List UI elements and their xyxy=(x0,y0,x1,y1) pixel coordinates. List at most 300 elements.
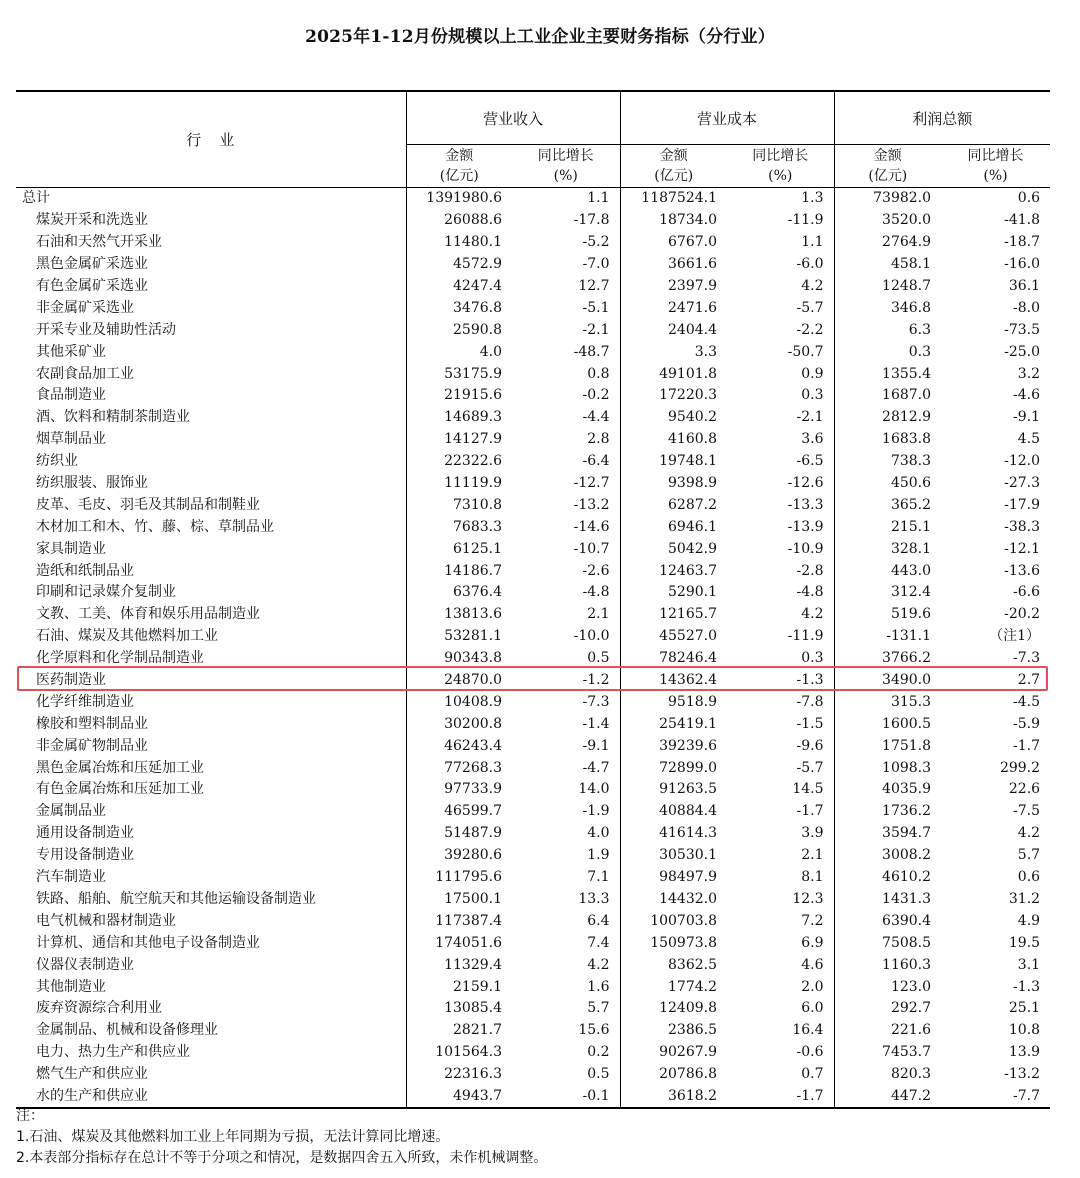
revenue-amount-cell: 13813.6 xyxy=(444,606,502,623)
industry-name: 计算机、通信和其他电子设备制造业 xyxy=(16,932,406,954)
revenue-growth-cell: -1.9 xyxy=(512,801,620,823)
revenue-amount-cell: 4943.7 xyxy=(406,1086,512,1109)
industry-name: 家具制造业 xyxy=(16,538,406,560)
cost-growth-cell: 2.1 xyxy=(727,845,834,867)
revenue-growth-cell: 13.3 xyxy=(512,889,620,911)
cost-growth-cell: -1.3 xyxy=(727,670,834,692)
cost-growth-cell: 0.7 xyxy=(727,1064,834,1086)
revenue-amount-cell: 3476.8 xyxy=(453,299,502,316)
industry-name: 烟草制品业 xyxy=(16,429,406,451)
revenue-growth-header: 同比增长 (%) xyxy=(512,145,620,188)
revenue-growth-cell: -4.4 xyxy=(512,407,620,429)
industry-column-header: 行业 xyxy=(16,91,406,188)
cost-growth-cell: -6.0 xyxy=(727,254,834,276)
revenue-growth-cell: -7.3 xyxy=(512,691,620,713)
revenue-growth-cell: -13.2 xyxy=(512,494,620,516)
profit-growth-cell: -41.8 xyxy=(1004,212,1041,229)
note-1: 1.石油、煤炭及其他燃料加工业上年同期为亏损，无法计算同比增速。 xyxy=(16,1129,450,1145)
revenue-growth-cell: -12.7 xyxy=(512,473,620,495)
cost-amount-cell: 18734.0 xyxy=(659,212,718,229)
industry-name: 石油、煤炭及其他燃料加工业 xyxy=(16,626,406,648)
profit-amount-cell: 2764.9 xyxy=(882,234,932,251)
cost-amount-header: 金额 (亿元) xyxy=(620,145,727,188)
profit-amount-cell: 315.3 xyxy=(890,693,932,710)
profit-amount-cell: 458.1 xyxy=(890,256,932,273)
table-row xyxy=(16,210,1050,232)
cost-growth-cell: -6.5 xyxy=(727,451,834,473)
industry-name: 铁路、船舶、航空航天和其他运输设备制造业 xyxy=(16,889,406,911)
revenue-growth-cell: 6.4 xyxy=(512,910,620,932)
table-row xyxy=(16,998,1050,1020)
revenue-amount-cell: 90343.8 xyxy=(444,650,502,667)
industry-name: 汽车制造业 xyxy=(16,867,406,889)
profit-growth-cell: 36.1 xyxy=(1008,278,1041,294)
table-row xyxy=(16,976,1050,998)
cost-growth-cell: 6.9 xyxy=(727,932,834,954)
table-row xyxy=(16,363,1050,385)
profit-amount-cell: 738.3 xyxy=(890,453,932,470)
cost-amount-cell: 4160.8 xyxy=(668,431,718,448)
table-row xyxy=(16,232,1050,254)
table-row xyxy=(16,845,1050,867)
profit-amount-cell: 820.3 xyxy=(890,1066,932,1083)
profit-amount-cell: 365.2 xyxy=(890,496,932,513)
profit-growth-cell: -8.0 xyxy=(1013,299,1041,316)
revenue-amount-cell: 2590.8 xyxy=(453,321,502,338)
profit-amount-cell: 4035.9 xyxy=(882,781,932,798)
table-row xyxy=(16,1086,1050,1109)
cost-amount-cell: 1187524.1 xyxy=(641,190,718,207)
industry-name: 其他制造业 xyxy=(16,976,406,998)
revenue-amount-cell: 7310.8 xyxy=(453,496,502,513)
table-row xyxy=(16,626,1050,648)
profit-amount-cell: 1600.5 xyxy=(882,715,932,732)
revenue-growth-cell: 0.2 xyxy=(512,1042,620,1064)
profit-growth-cell: -13.6 xyxy=(1004,562,1041,579)
cost-growth-cell: -1.5 xyxy=(727,713,834,735)
table-row xyxy=(16,1064,1050,1086)
revenue-amount-cell: 26088.6 xyxy=(444,212,502,229)
profit-growth-cell: -12.0 xyxy=(1004,453,1041,470)
cost-growth-cell: -11.9 xyxy=(727,626,834,648)
profit-amount-cell: 1355.4 xyxy=(882,365,932,382)
table-row xyxy=(16,823,1050,845)
industry-name: 有色金属矿采选业 xyxy=(16,276,406,298)
revenue-amount-cell: 2821.7 xyxy=(453,1022,502,1039)
revenue-growth-cell: -2.6 xyxy=(512,560,620,582)
profit-growth-cell: 299.2 xyxy=(999,759,1041,776)
revenue-amount-cell: 11329.4 xyxy=(444,956,502,973)
cost-growth-cell: 4.2 xyxy=(727,276,834,298)
cost-amount-cell: 40884.4 xyxy=(659,803,718,820)
table-row xyxy=(16,1042,1050,1064)
cost-amount-cell: 3618.2 xyxy=(620,1086,727,1109)
revenue-amount-cell: 97733.9 xyxy=(444,781,502,798)
revenue-amount-cell: 4247.4 xyxy=(453,278,502,294)
profit-amount-cell: 1098.3 xyxy=(882,759,932,776)
table-row xyxy=(16,473,1050,495)
industry-name: 有色金属冶炼和压延加工业 xyxy=(16,779,406,801)
revenue-growth-cell: -14.6 xyxy=(512,516,620,538)
revenue-growth-cell: 2.1 xyxy=(512,604,620,626)
revenue-amount-cell: 30200.8 xyxy=(444,715,502,732)
industry-name: 食品制造业 xyxy=(16,385,406,407)
revenue-amount-cell: 53281.1 xyxy=(444,628,502,645)
revenue-growth-cell: 2.8 xyxy=(512,429,620,451)
revenue-growth-cell: 0.5 xyxy=(512,1064,620,1086)
table-row xyxy=(16,735,1050,757)
revenue-growth-cell: -4.8 xyxy=(512,582,620,604)
industry-name: 煤炭开采和洗选业 xyxy=(16,210,406,232)
profit-growth-cell: 2.7 xyxy=(1017,672,1041,689)
profit-growth-cell: -16.0 xyxy=(1004,256,1041,273)
profit-amount-cell: 3594.7 xyxy=(882,825,932,842)
cost-amount-cell: 9518.9 xyxy=(668,693,718,710)
revenue-growth-cell: 12.7 xyxy=(512,276,620,298)
revenue-growth-cell: 5.7 xyxy=(512,998,620,1020)
revenue-growth-cell: 1.1 xyxy=(512,188,620,210)
cost-amount-cell: 100703.8 xyxy=(650,912,718,929)
cost-amount-cell: 72899.0 xyxy=(659,759,718,776)
revenue-growth-cell: -1.2 xyxy=(512,670,620,692)
revenue-amount-cell: 13085.4 xyxy=(444,1000,502,1017)
table-row xyxy=(16,691,1050,713)
table-row xyxy=(16,254,1050,276)
table-row xyxy=(16,341,1050,363)
revenue-amount-cell: 1391980.6 xyxy=(426,190,502,207)
industry-name: 黑色金属矿采选业 xyxy=(16,254,406,276)
table-row xyxy=(16,582,1050,604)
table-row xyxy=(16,516,1050,538)
profit-growth-cell: -17.9 xyxy=(1004,496,1041,513)
revenue-growth-cell: -7.0 xyxy=(512,254,620,276)
profit-growth-cell: -25.0 xyxy=(1004,343,1041,360)
revenue-amount-cell: 4.0 xyxy=(479,343,502,360)
profit-amount-cell: 0.3 xyxy=(908,343,932,360)
revenue-growth-cell: 4.0 xyxy=(512,823,620,845)
profit-amount-cell: 328.1 xyxy=(890,540,932,557)
cost-growth-cell: -2.1 xyxy=(727,407,834,429)
cost-growth-cell: -50.7 xyxy=(727,341,834,363)
profit-amount-cell: 1431.3 xyxy=(882,890,932,907)
cost-amount-cell: 20786.8 xyxy=(659,1066,718,1083)
profit-amount-cell: 3490.0 xyxy=(882,672,932,689)
cost-amount-cell: 6946.1 xyxy=(668,518,718,535)
profit-growth-cell: -6.6 xyxy=(1013,584,1041,601)
cost-growth-cell: -7.8 xyxy=(727,691,834,713)
cost-amount-cell: 25419.1 xyxy=(659,715,718,732)
profit-growth-cell: 0.6 xyxy=(1017,869,1041,886)
industry-name: 医药制造业 xyxy=(16,670,406,692)
cost-growth-cell: 1.3 xyxy=(727,188,834,210)
revenue-growth-cell: -10.0 xyxy=(512,626,620,648)
cost-amount-cell: 3.3 xyxy=(694,343,718,360)
profit-amount-cell: 519.6 xyxy=(890,606,932,623)
industry-name: 其他采矿业 xyxy=(16,341,406,363)
cost-amount-cell: 90267.9 xyxy=(659,1044,718,1061)
table-row xyxy=(16,276,1050,298)
cost-growth-header: 同比增长 (%) xyxy=(727,145,834,188)
cost-amount-cell: 2386.5 xyxy=(668,1022,718,1039)
cost-amount-cell: 3661.6 xyxy=(668,256,718,273)
revenue-growth-cell: -5.1 xyxy=(512,297,620,319)
revenue-amount-cell: 111795.6 xyxy=(435,869,502,886)
profit-growth-cell: -5.9 xyxy=(1013,715,1041,732)
profit-growth-cell: -1.3 xyxy=(1013,978,1041,995)
revenue-growth-cell: -2.1 xyxy=(512,319,620,341)
profit-amount-cell: 3008.2 xyxy=(882,847,932,864)
cost-growth-cell: -1.7 xyxy=(727,801,834,823)
revenue-amount-cell: 101564.3 xyxy=(435,1044,502,1061)
cost-amount-cell: 1774.2 xyxy=(668,978,718,995)
cost-amount-cell: 12463.7 xyxy=(659,562,718,579)
table-row xyxy=(16,932,1050,954)
cost-amount-cell: 6767.0 xyxy=(668,234,718,251)
profit-amount-cell: 346.8 xyxy=(890,299,932,316)
profit-growth-cell: -4.5 xyxy=(1013,693,1041,710)
table-row xyxy=(16,670,1050,692)
revenue-growth-cell: 7.4 xyxy=(512,932,620,954)
note-2: 2.本表部分指标存在总计不等于分项之和情况，是数据四舍五入所致，未作机械调整。 xyxy=(16,1150,548,1166)
profit-growth-cell: 10.8 xyxy=(1008,1022,1041,1039)
table-row xyxy=(16,407,1050,429)
cost-group-header: 营业成本 xyxy=(620,91,834,145)
cost-amount-cell: 14432.0 xyxy=(659,890,718,907)
industry-name: 石油和天然气开采业 xyxy=(16,232,406,254)
revenue-amount-cell: 2159.1 xyxy=(453,978,502,995)
cost-growth-cell: 0.3 xyxy=(727,385,834,407)
footnotes xyxy=(16,1106,547,1169)
page-title: 2025年1-12月份规模以上工业企业主要财务指标（分行业） xyxy=(305,27,775,47)
revenue-amount-cell: 4572.9 xyxy=(453,256,502,273)
revenue-amount-cell: 51487.9 xyxy=(444,825,502,842)
industry-name: 农副食品加工业 xyxy=(16,363,406,385)
cost-growth-cell: 3.9 xyxy=(727,823,834,845)
profit-amount-cell: 123.0 xyxy=(890,978,932,995)
revenue-growth-cell: -1.4 xyxy=(512,713,620,735)
table-header xyxy=(16,91,1050,188)
industry-name: 纺织业 xyxy=(16,451,406,473)
table-row xyxy=(16,910,1050,932)
industry-name: 造纸和纸制品业 xyxy=(16,560,406,582)
revenue-growth-cell: 4.2 xyxy=(512,954,620,976)
revenue-growth-cell: 0.5 xyxy=(512,648,620,670)
profit-amount-cell: 6390.4 xyxy=(882,912,932,929)
revenue-growth-cell: 15.6 xyxy=(512,1020,620,1042)
cost-growth-cell: -0.6 xyxy=(727,1042,834,1064)
profit-growth-cell: -4.6 xyxy=(1013,387,1041,404)
cost-growth-cell: 8.1 xyxy=(727,867,834,889)
profit-amount-cell: 1683.8 xyxy=(882,431,932,448)
industry-name: 化学纤维制造业 xyxy=(16,691,406,713)
profit-growth-cell: 3.2 xyxy=(1017,365,1041,382)
cost-growth-cell: 7.2 xyxy=(727,910,834,932)
revenue-amount-cell: 53175.9 xyxy=(444,365,502,382)
cost-growth-cell: -4.8 xyxy=(727,582,834,604)
revenue-amount-cell: 10408.9 xyxy=(444,693,502,710)
profit-amount-cell: 312.4 xyxy=(890,584,932,601)
table-row xyxy=(16,779,1050,801)
profit-growth-cell: -20.2 xyxy=(1004,606,1041,623)
profit-growth-cell: 22.6 xyxy=(1008,781,1041,798)
profit-amount-cell: 447.2 xyxy=(834,1086,941,1109)
revenue-amount-cell: 14689.3 xyxy=(444,409,502,426)
profit-growth-cell: -9.1 xyxy=(1013,409,1041,426)
notes-heading: 注： xyxy=(16,1108,44,1124)
revenue-amount-cell: 174051.6 xyxy=(435,934,502,951)
cost-amount-cell: 9398.9 xyxy=(668,475,718,492)
profit-growth-header: 同比增长 (%) xyxy=(941,145,1050,188)
table-row xyxy=(16,385,1050,407)
cost-amount-cell: 30530.1 xyxy=(659,847,718,864)
table-row xyxy=(16,648,1050,670)
cost-amount-cell: 98497.9 xyxy=(659,869,718,886)
profit-amount-cell: 3766.2 xyxy=(882,650,932,667)
revenue-amount-cell: 21915.6 xyxy=(444,387,502,404)
profit-amount-cell: 221.6 xyxy=(890,1022,932,1039)
industry-name: 非金属矿采选业 xyxy=(16,297,406,319)
cost-amount-cell: 2404.4 xyxy=(668,321,718,338)
cost-amount-cell: 150973.8 xyxy=(650,934,718,951)
industry-name: 橡胶和塑料制品业 xyxy=(16,713,406,735)
industry-name: 化学原料和化学制品制造业 xyxy=(16,648,406,670)
revenue-growth-cell: -48.7 xyxy=(512,341,620,363)
industry-name: 金属制品、机械和设备修理业 xyxy=(16,1020,406,1042)
cost-growth-cell: 6.0 xyxy=(727,998,834,1020)
cost-amount-cell: 12409.8 xyxy=(659,1000,718,1017)
table-row xyxy=(16,713,1050,735)
table-row xyxy=(16,801,1050,823)
cost-amount-cell: 14362.4 xyxy=(659,672,718,689)
profit-growth-cell: -7.5 xyxy=(1013,803,1041,820)
revenue-growth-cell: 7.1 xyxy=(512,867,620,889)
profit-growth-cell: 5.7 xyxy=(1017,847,1041,864)
revenue-amount-cell: 6125.1 xyxy=(453,540,502,557)
cost-amount-cell: 45527.0 xyxy=(659,628,718,645)
profit-amount-cell: 2812.9 xyxy=(882,409,932,426)
cost-growth-cell: -12.6 xyxy=(727,473,834,495)
industry-name: 仪器仪表制造业 xyxy=(16,954,406,976)
profit-amount-header: 金额 (亿元) xyxy=(834,145,941,188)
revenue-amount-cell: 24870.0 xyxy=(444,672,502,689)
profit-amount-cell: 4610.2 xyxy=(882,869,932,886)
cost-amount-cell: 6287.2 xyxy=(668,496,718,513)
cost-growth-cell: -13.3 xyxy=(727,494,834,516)
profit-growth-cell: 4.5 xyxy=(1017,431,1041,448)
profit-growth-cell: -27.3 xyxy=(1004,475,1041,492)
profit-amount-cell: 3520.0 xyxy=(882,212,932,229)
cost-amount-cell: 2397.9 xyxy=(668,278,718,294)
profit-growth-cell: -18.7 xyxy=(1004,234,1041,251)
cost-growth-cell: -9.6 xyxy=(727,735,834,757)
revenue-growth-cell: -17.8 xyxy=(512,210,620,232)
profit-growth-cell: -73.5 xyxy=(1004,321,1041,338)
industry-name: 开采专业及辅助性活动 xyxy=(16,319,406,341)
table-row xyxy=(16,494,1050,516)
profit-amount-cell: 6.3 xyxy=(908,321,932,338)
revenue-growth-cell: 0.8 xyxy=(512,363,620,385)
revenue-amount-cell: 14127.9 xyxy=(444,431,502,448)
profit-amount-cell: -131.1 xyxy=(886,628,932,645)
profit-group-header: 利润总额 xyxy=(834,91,1050,145)
cost-growth-cell: -2.8 xyxy=(727,560,834,582)
industry-name: 酒、饮料和精制茶制造业 xyxy=(16,407,406,429)
industry-name: 印刷和记录媒介复制业 xyxy=(16,582,406,604)
industry-name: 燃气生产和供应业 xyxy=(16,1064,406,1086)
profit-amount-cell: 1736.2 xyxy=(882,803,932,820)
cost-growth-cell: 4.6 xyxy=(727,954,834,976)
cost-growth-cell: -11.9 xyxy=(727,210,834,232)
profit-growth-cell: 13.9 xyxy=(1008,1044,1041,1061)
profit-amount-cell: 1248.7 xyxy=(882,278,932,294)
profit-amount-cell: 7508.5 xyxy=(882,934,932,951)
industry-name: 专用设备制造业 xyxy=(16,845,406,867)
industry-name: 电力、热力生产和供应业 xyxy=(16,1042,406,1064)
cost-growth-cell: 0.3 xyxy=(727,648,834,670)
profit-growth-cell: -13.2 xyxy=(1004,1066,1041,1083)
table-row xyxy=(16,867,1050,889)
industry-name: 金属制品业 xyxy=(16,801,406,823)
profit-amount-cell: 443.0 xyxy=(890,562,932,579)
cost-amount-cell: 49101.8 xyxy=(659,365,718,382)
revenue-growth-cell: 1.6 xyxy=(512,976,620,998)
revenue-growth-cell: -5.2 xyxy=(512,232,620,254)
cost-growth-cell: 2.0 xyxy=(727,976,834,998)
table-row xyxy=(16,297,1050,319)
cost-growth-cell: -5.7 xyxy=(727,297,834,319)
profit-growth-cell: -7.7 xyxy=(941,1086,1050,1109)
profit-amount-cell: 1160.3 xyxy=(882,956,932,973)
table-row xyxy=(16,604,1050,626)
profit-growth-cell: （注1） xyxy=(989,628,1041,645)
profit-amount-cell: 215.1 xyxy=(890,518,932,535)
cost-growth-cell: -1.7 xyxy=(727,1086,834,1109)
profit-amount-cell: 73982.0 xyxy=(873,190,932,207)
revenue-growth-cell: -6.4 xyxy=(512,451,620,473)
industry-name: 文教、工美、体育和娱乐用品制造业 xyxy=(16,604,406,626)
revenue-amount-cell: 117387.4 xyxy=(435,912,502,929)
cost-growth-cell: 12.3 xyxy=(727,889,834,911)
table-row xyxy=(16,1020,1050,1042)
revenue-amount-cell: 22322.6 xyxy=(444,453,502,470)
table-row xyxy=(16,429,1050,451)
profit-growth-cell: 4.2 xyxy=(1017,825,1041,842)
table-body xyxy=(16,188,1050,1109)
revenue-group-header: 营业收入 xyxy=(406,91,620,145)
revenue-amount-cell: 7683.3 xyxy=(453,518,502,535)
revenue-growth-cell: 1.9 xyxy=(512,845,620,867)
profit-growth-cell: -7.3 xyxy=(1013,650,1041,667)
cost-amount-cell: 5290.1 xyxy=(668,584,718,601)
profit-growth-cell: 0.6 xyxy=(1017,190,1041,207)
revenue-growth-cell: -4.7 xyxy=(512,757,620,779)
cost-amount-cell: 8362.5 xyxy=(668,956,718,973)
profit-amount-cell: 1687.0 xyxy=(882,387,932,404)
industry-name: 非金属矿物制品业 xyxy=(16,735,406,757)
table-row xyxy=(16,538,1050,560)
profit-amount-cell: 450.6 xyxy=(890,475,932,492)
table-row xyxy=(16,954,1050,976)
cost-amount-cell: 9540.2 xyxy=(668,409,718,426)
table-row xyxy=(16,451,1050,473)
industry-name: 水的生产和供应业 xyxy=(16,1086,406,1109)
industry-name: 木材加工和木、竹、藤、棕、草制品业 xyxy=(16,516,406,538)
cost-amount-cell: 12165.7 xyxy=(659,606,718,623)
profit-growth-cell: 4.9 xyxy=(1017,912,1041,929)
revenue-amount-cell: 6376.4 xyxy=(453,584,502,601)
cost-amount-cell: 19748.1 xyxy=(659,453,718,470)
cost-growth-cell: -2.2 xyxy=(727,319,834,341)
